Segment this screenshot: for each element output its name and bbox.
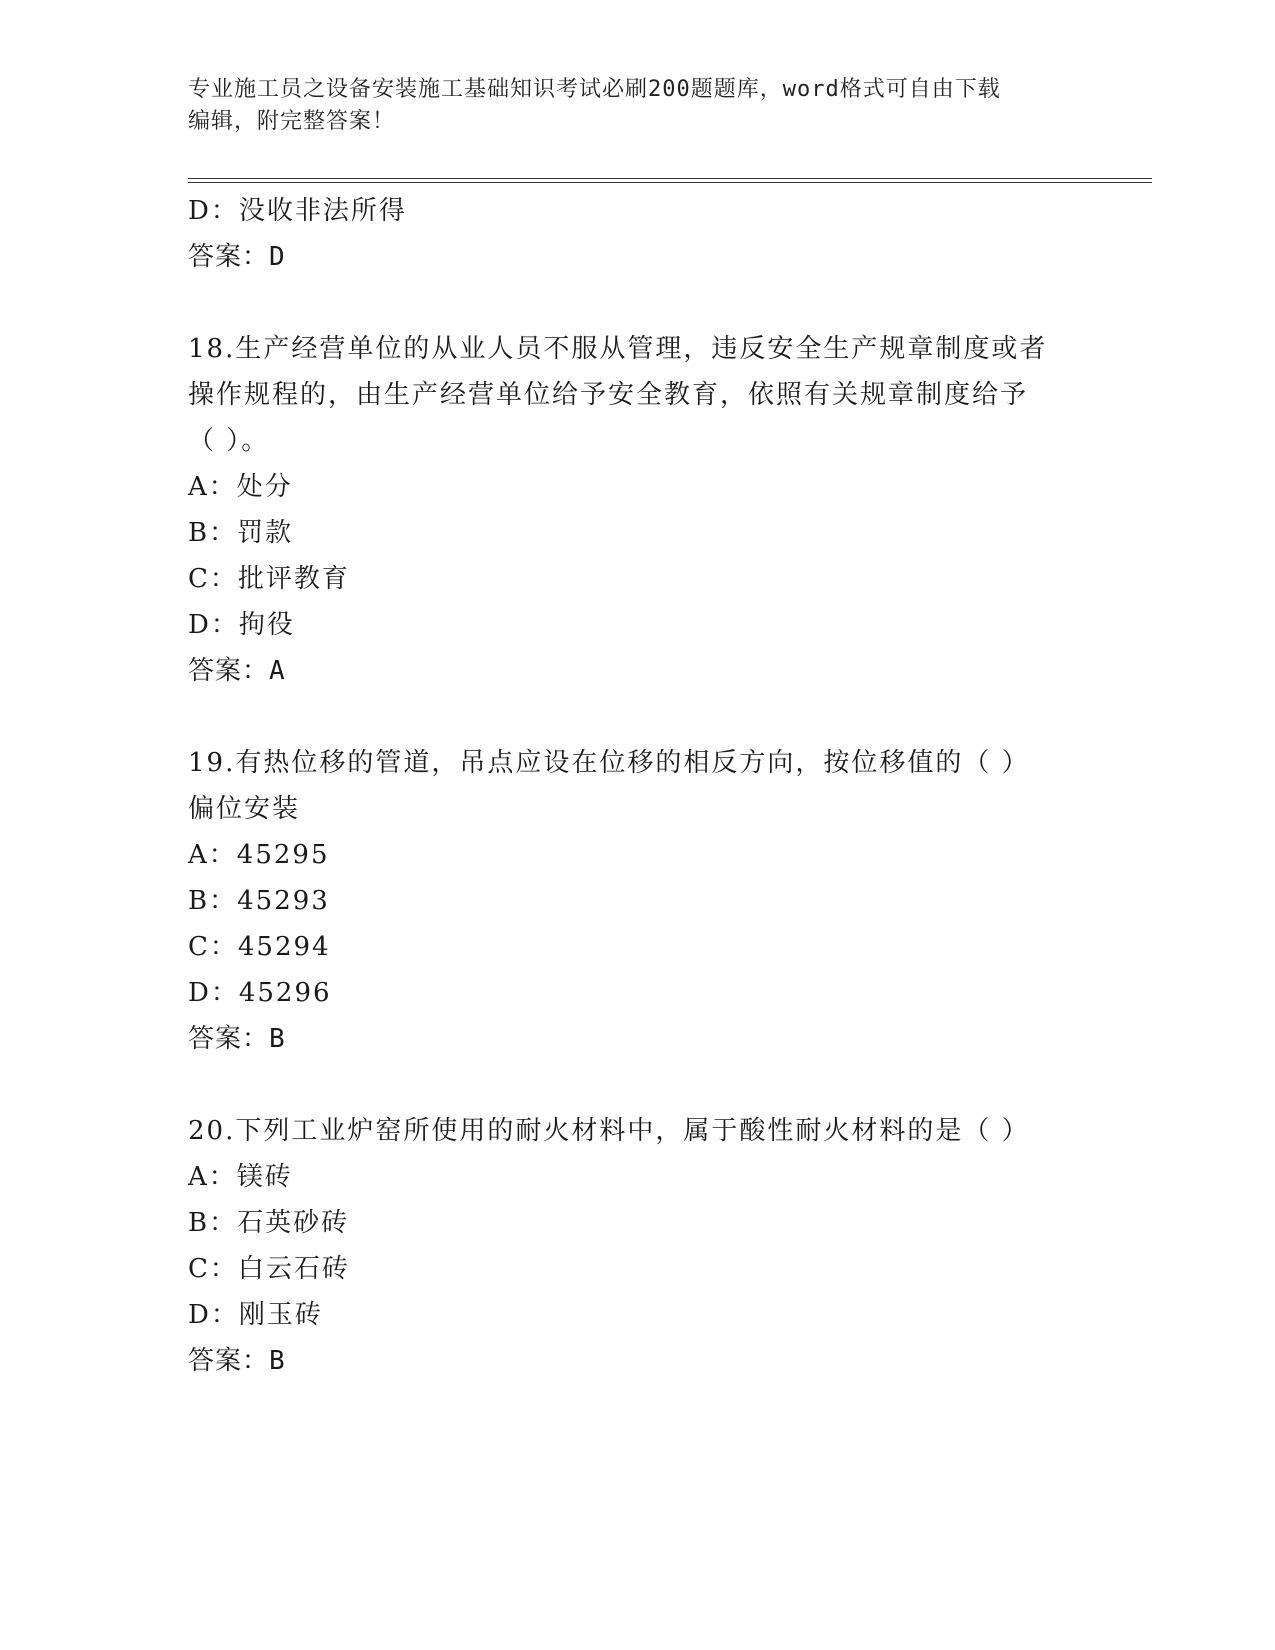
answer-line: 答案：D [188, 242, 286, 272]
question-19 [188, 740, 1088, 1062]
question-18 [188, 326, 1088, 694]
answer-line: 答案：A [188, 656, 286, 686]
spacer [188, 280, 1088, 326]
option-d: D：45296 [188, 978, 332, 1008]
option-c: C：45294 [188, 932, 331, 962]
header-divider-bottom [188, 182, 1152, 183]
question-stem-line: 偏位安装 [188, 794, 301, 824]
question-stem-line: 19.有热位移的管道，吊点应设在位移的相反方向，按位移值的（ ） [188, 748, 1030, 778]
option-b: B：45293 [188, 886, 330, 916]
option-a: A：处分 [188, 472, 293, 502]
answer-line: 答案：B [188, 1346, 286, 1376]
answer-line: 答案：B [188, 1024, 286, 1054]
previous-question-tail [188, 188, 1088, 280]
option-a: A：45295 [188, 840, 330, 870]
option-d: D：刚玉砖 [188, 1300, 323, 1330]
spacer [188, 694, 1088, 740]
spacer [188, 1062, 1088, 1108]
question-stem-line: （ ）。 [188, 426, 270, 456]
question-list [188, 188, 1088, 1384]
option-c: C：批评教育 [188, 564, 350, 594]
option-d: D：拘役 [188, 610, 295, 640]
header-divider-top [188, 178, 1152, 179]
question-stem-line: 操作规程的，由生产经营单位给予安全教育，依照有关规章制度给予 [188, 380, 1029, 410]
header-line-1: 专业施工员之设备安装施工基础知识考试必刷200题题库，word格式可自由下载 [188, 77, 1001, 102]
question-stem-line: 18.生产经营单位的从业人员不服从管理，违反安全生产规章制度或者 [188, 334, 1048, 364]
option-a: A：镁砖 [188, 1162, 293, 1192]
question-20 [188, 1108, 1088, 1384]
question-stem-line: 20.下列工业炉窑所使用的耐火材料中，属于酸性耐火材料的是（ ） [188, 1116, 1030, 1146]
option-d: D：没收非法所得 [188, 196, 407, 226]
option-b: B：石英砂砖 [188, 1208, 350, 1238]
option-c: C：白云石砖 [188, 1254, 350, 1284]
option-b: B：罚款 [188, 518, 294, 548]
header-line-2: 编辑，附完整答案！ [188, 109, 396, 134]
page-header [188, 74, 1088, 138]
